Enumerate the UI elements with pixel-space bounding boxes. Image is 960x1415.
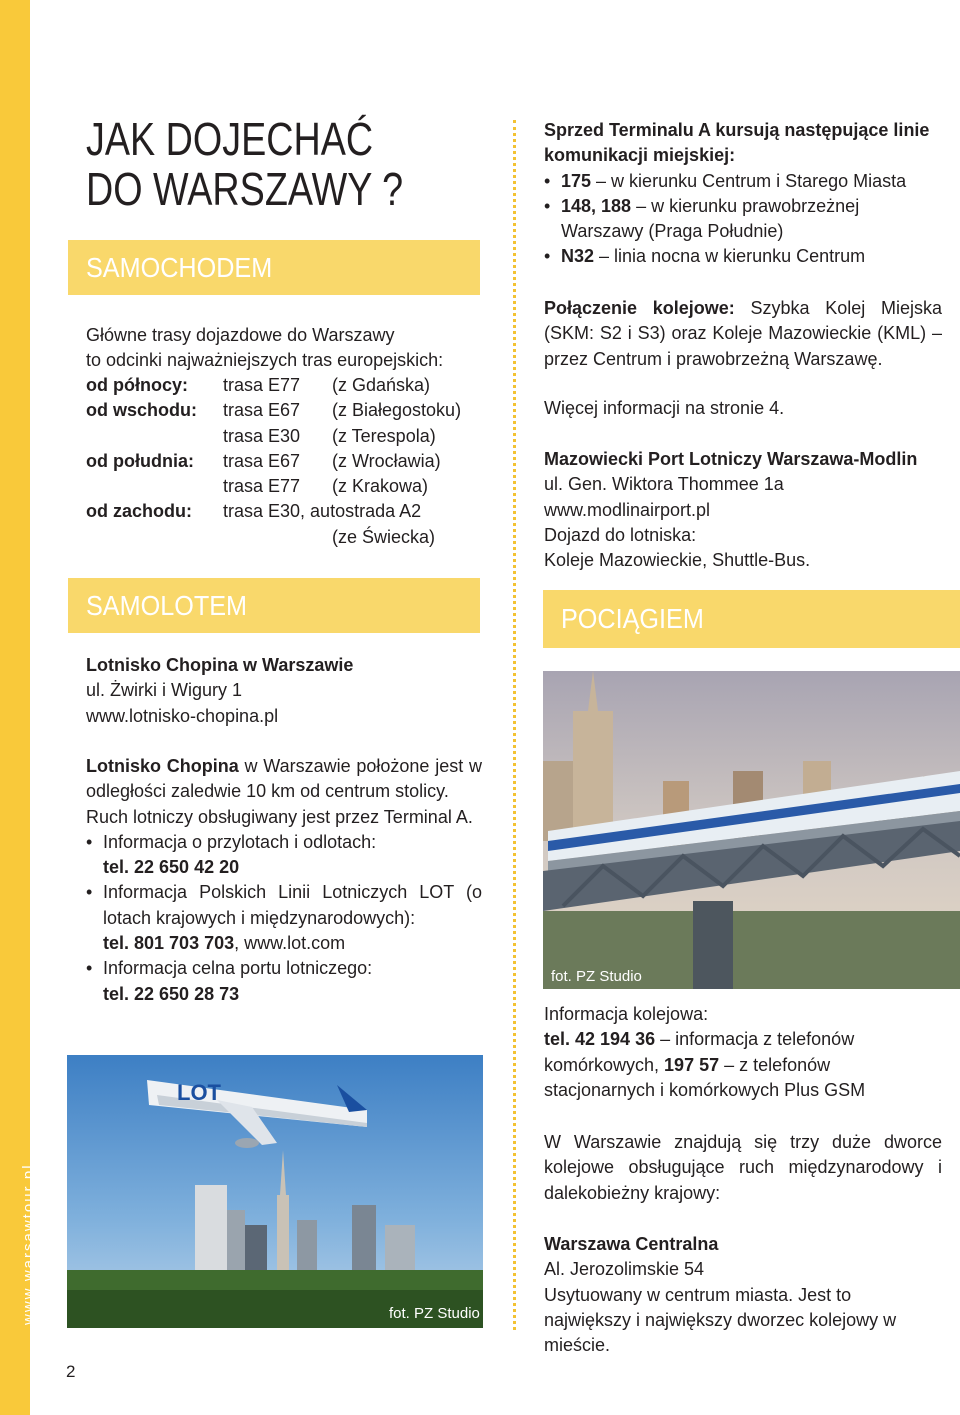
rail-tel2: 197 57 [664, 1054, 720, 1075]
route-road: trasa E77 [223, 476, 301, 497]
route-road: trasa E77 [223, 375, 301, 395]
section-heading-car-label: SAMOCHODEM [86, 251, 273, 283]
rail-tel2-desc: – z telefonów stacjonarnych i komórkowych Plus GSM [544, 1054, 866, 1100]
bus-line-number: 148, 188 [561, 195, 632, 216]
modlin-address: ul. Gen. Wiktora Thommee 1a [544, 474, 784, 495]
page-title [86, 114, 403, 214]
page-number: 2 [66, 1362, 76, 1381]
airport-description [86, 754, 482, 1007]
column-divider [513, 120, 516, 1330]
airport-terminal: Ruch lotniczy obsługiwany jest przez Terminal A. [86, 806, 473, 827]
route-road: trasa E30 [223, 425, 301, 446]
section-heading-car [68, 240, 480, 295]
station-address: Al. Jerozolimskie 54 [544, 1259, 705, 1280]
route-direction: od zachodu: [86, 501, 192, 522]
info2-url[interactable]: , www.lot.com [234, 933, 346, 954]
modlin-access: Dojazd do lotniska: [544, 524, 697, 545]
route-origin: (z Gdańska) [332, 375, 431, 395]
airport-address: ul. Żwirki i Wigury 1 [86, 680, 243, 701]
list-item [86, 956, 482, 1007]
plane-photo-credit: fot. PZ Studio [389, 1305, 480, 1322]
route-direction: od wschodu: [86, 400, 197, 421]
train-photo [543, 671, 960, 989]
section-heading-train [543, 590, 960, 648]
bus-line-number: 175 [561, 170, 592, 191]
train-photo-image [543, 671, 960, 989]
list-item [544, 244, 942, 269]
bus-intro: Sprzed Terminalu A kursują następujące linie komunikacji miejskiej: [544, 120, 930, 166]
airport-name: Lotnisko Chopina w Warszawie [86, 655, 354, 675]
rail-connection [544, 296, 942, 372]
rail-bold: Połączenie kolejowe: [544, 298, 735, 318]
more-info: Więcej informacji na stronie 4. [544, 398, 785, 418]
info3-tel: tel. 22 650 28 73 [103, 983, 240, 1004]
bus-line-desc: – w kierunku prawobrzeżnej Warszawy (Praga Południe) [561, 195, 860, 242]
car-intro [86, 323, 486, 374]
airport-desc-bold: Lotnisko Chopina [86, 756, 239, 776]
route-road: trasa E67 [223, 450, 301, 471]
modlin-block [544, 447, 954, 573]
list-item [86, 830, 482, 881]
section-heading-plane [68, 578, 480, 633]
route-origin: (ze Świecka) [332, 526, 436, 547]
route-origin: (z Terespola) [332, 425, 436, 446]
page-title-line1: JAK DOJECHAĆ [86, 113, 374, 165]
stations-intro: W Warszawie znajdują się trzy duże dworce kolejowe obsługujące ruch międzynarodowy i dalekobieżny krajowy: [544, 1132, 942, 1203]
rail-info-label: Informacja kolejowa: [544, 1004, 709, 1024]
list-item [86, 880, 482, 956]
train-photo-credit: fot. PZ Studio [551, 968, 642, 985]
plane-photo-image [67, 1055, 483, 1328]
route-origin: (z Wrocławia) [332, 450, 441, 471]
bus-line-number: N32 [561, 246, 595, 267]
rail-rest: Szybka Kolej Miejska (SKM: S2 i S3) oraz Koleje Mazowieckie (KML) – przez Centrum i prawobrzeżną Warszawę. [544, 298, 942, 369]
station-name: Warszawa Centralna [544, 1234, 719, 1254]
svg-text:LOT: LOT [177, 1080, 221, 1105]
modlin-url[interactable]: www.modlinairport.pl [544, 499, 711, 520]
page-title-line2: DO WARSZAWY ? [86, 163, 404, 215]
info1-tel: tel. 22 650 42 20 [103, 857, 240, 878]
info1-label: • Informacja o przylotach i odlotach: [103, 831, 377, 852]
plane-photo [67, 1055, 483, 1328]
bus-block [544, 118, 942, 270]
info3-label: • Informacja celna portu lotniczego: [103, 958, 373, 979]
airport-url[interactable]: www.lotnisko-chopina.pl [86, 705, 279, 726]
sidebar-url: www.warsawtour.pl [20, 1163, 37, 1325]
station-block [544, 1232, 942, 1358]
info2-label: • Informacja Polskich Linii Lotniczych LOT (o lotach krajowych i międzynarodowych): [103, 882, 482, 928]
modlin-transport: Koleje Mazowieckie, Shuttle-Bus. [544, 550, 811, 571]
list-item [544, 169, 942, 194]
route-direction: od północy: [86, 375, 188, 395]
rail-tel1-desc: – informacja z telefonów komórkowych, [544, 1029, 855, 1075]
route-road: trasa E67 [223, 400, 301, 421]
bus-line-desc: – linia nocna w kierunku Centrum [594, 246, 866, 267]
rail-info-block [544, 1002, 942, 1103]
sidebar-stripe [0, 0, 37, 1415]
list-item [544, 194, 942, 245]
airport-block [86, 653, 486, 729]
car-intro-line2: to odcinki najważniejszych tras europejskich: [86, 350, 444, 371]
modlin-name: Mazowiecki Port Lotniczy Warszawa-Modlin [544, 449, 918, 469]
info2-tel: tel. 801 703 703 [103, 933, 235, 954]
route-origin: (z Krakowa) [332, 476, 429, 497]
bus-line-desc: – w kierunku Centrum i Starego Miasta [591, 170, 907, 191]
car-intro-line1: Główne trasy dojazdowe do Warszawy [86, 325, 395, 345]
route-road: trasa E30, autostrada A2 [223, 501, 422, 522]
station-description: Usytuowany w centrum miasta. Jest to największy i największy dworzec kolejowy w mieście. [544, 1284, 897, 1356]
section-heading-train-label: POCIĄGIEM [561, 603, 704, 634]
section-heading-plane-label: SAMOLOTEM [86, 589, 248, 621]
airport-desc-rest: w Warszawie położone jest w odległości zaledwie 10 km od centrum stolicy. [86, 756, 482, 802]
route-origin: (z Białegostoku) [332, 400, 462, 421]
route-direction: od południa: [86, 450, 194, 471]
rail-tel1: tel. 42 194 36 [544, 1029, 656, 1050]
